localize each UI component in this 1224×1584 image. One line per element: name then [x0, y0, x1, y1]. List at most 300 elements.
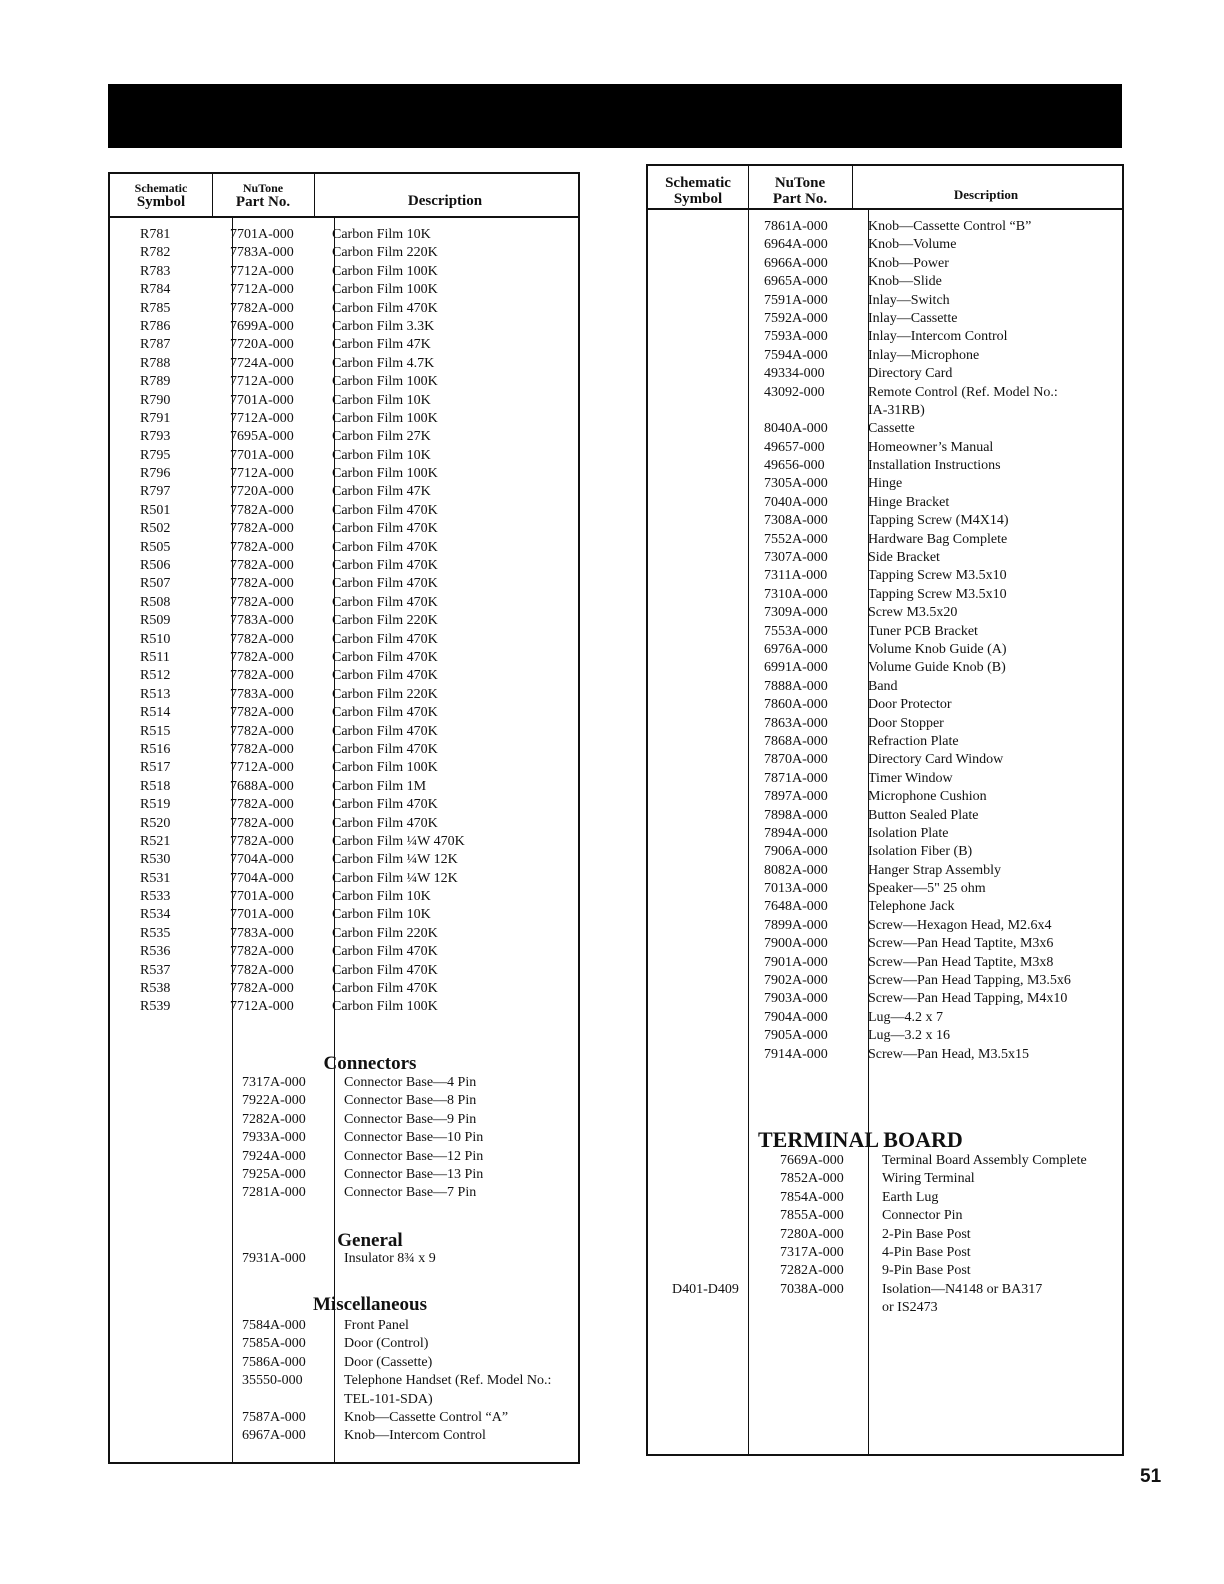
part-description: Side Bracket	[868, 550, 940, 566]
schematic-symbol: R786	[140, 318, 171, 334]
part-description: Carbon Film 47K	[332, 484, 431, 500]
part-description: Carbon Film 470K	[332, 944, 438, 960]
schematic-symbol: R535	[140, 925, 171, 941]
part-number: 7914A-000	[764, 1046, 828, 1062]
part-description: Volume Guide Knob (B)	[868, 660, 1006, 676]
table-row	[110, 502, 576, 520]
part-number: 7712A-000	[230, 263, 294, 279]
part-description: Carbon Film 470K	[332, 576, 438, 592]
part-description: 2-Pin Base Post	[882, 1226, 971, 1242]
table-row	[110, 1184, 576, 1202]
schematic-symbol: R502	[140, 521, 171, 537]
part-number: 7782A-000	[230, 705, 294, 721]
schematic-symbol: R513	[140, 686, 171, 702]
part-description: Carbon Film 470K	[332, 705, 438, 721]
table-row	[648, 935, 1120, 953]
table-row	[110, 815, 576, 833]
table-row	[110, 373, 576, 391]
part-number: 7552A-000	[764, 531, 828, 547]
part-number: 7898A-000	[764, 807, 828, 823]
part-description: Carbon Film 27K	[332, 429, 431, 445]
table-row	[110, 355, 576, 373]
part-description: Carbon Film 3.3K	[332, 318, 435, 334]
part-description: Screw—Pan Head, M3.5x15	[868, 1046, 1029, 1062]
part-description: Refraction Plate	[868, 733, 959, 749]
table-row	[648, 1299, 1120, 1317]
part-number: 7669A-000	[780, 1153, 844, 1168]
table-row	[648, 512, 1120, 530]
part-description: Hinge	[868, 476, 903, 492]
part-description: Connector Base—4 Pin	[344, 1075, 477, 1090]
part-description: Carbon Film 470K	[332, 815, 438, 831]
part-number: 7782A-000	[230, 797, 294, 813]
table-row	[648, 1226, 1120, 1244]
part-number: 7782A-000	[230, 815, 294, 831]
schematic-symbol: R517	[140, 760, 171, 776]
part-number: 7553A-000	[764, 623, 828, 639]
schematic-symbol: R789	[140, 374, 171, 390]
part-description: Carbon Film 1M	[332, 778, 427, 794]
part-description: Carbon Film 10K	[332, 447, 431, 463]
part-number: 7782A-000	[230, 833, 294, 849]
part-number: 7871A-000	[764, 770, 828, 786]
page-number: 51	[1140, 1466, 1162, 1487]
table-row	[110, 1166, 576, 1184]
part-number: 7307A-000	[764, 550, 828, 566]
part-description: Inlay—Intercom Control	[868, 329, 1008, 345]
part-number: 7782A-000	[230, 539, 294, 555]
part-number: 7782A-000	[230, 594, 294, 610]
table-row	[110, 851, 576, 869]
table-row	[110, 1427, 576, 1445]
table-row	[110, 1335, 576, 1353]
schematic-symbol: R518	[140, 778, 171, 794]
table-row	[648, 347, 1120, 365]
part-number: 49657-000	[764, 439, 825, 455]
part-description: Door (Control)	[344, 1336, 429, 1352]
part-description: Carbon Film 470K	[332, 631, 438, 647]
schematic-symbol: R514	[140, 705, 171, 721]
schematic-symbol: R531	[140, 870, 171, 886]
part-description: Carbon Film 100K	[332, 282, 438, 298]
table-row	[648, 678, 1120, 696]
part-number: 7931A-000	[242, 1251, 306, 1266]
part-description: Carbon Film 220K	[332, 686, 438, 702]
part-number: 7282A-000	[780, 1263, 844, 1279]
part-number: 7861A-000	[764, 219, 828, 234]
part-description: Screw M3.5x20	[868, 605, 958, 621]
part-description: Carbon Film 220K	[332, 245, 438, 261]
part-description: Carbon Film 470K	[332, 594, 438, 610]
part-description: IA-31RB)	[868, 402, 925, 418]
part-description: Tapping Screw M3.5x10	[868, 586, 1007, 602]
part-number: 7894A-000	[764, 825, 828, 841]
schematic-symbol: R534	[140, 907, 171, 923]
terminal-board-heading: TERMINAL BOARD	[758, 1127, 963, 1152]
table-row	[648, 604, 1120, 622]
table-row	[110, 1250, 576, 1268]
part-description: Carbon Film 470K	[332, 502, 438, 518]
table-row	[110, 428, 576, 446]
table-row	[110, 998, 576, 1016]
table-row	[110, 447, 576, 465]
part-description: 4-Pin Base Post	[882, 1244, 971, 1260]
schematic-symbol: R519	[140, 797, 171, 813]
schematic-symbol: R516	[140, 741, 171, 757]
part-description: Isolation—N4148 or BA317	[882, 1281, 1043, 1297]
part-description: Terminal Board Assembly Complete	[882, 1153, 1087, 1168]
part-number: 7782A-000	[230, 576, 294, 592]
table-row	[110, 336, 576, 354]
table-row	[110, 925, 576, 943]
table-row	[648, 880, 1120, 898]
table-row	[648, 420, 1120, 438]
table-row	[648, 641, 1120, 659]
part-number: 7897A-000	[764, 789, 828, 805]
part-description: Wiring Terminal	[882, 1171, 975, 1187]
part-description: Carbon Film ¼W 12K	[332, 852, 458, 868]
part-description: Telephone Handset (Ref. Model No.:	[344, 1373, 552, 1389]
part-number: 7860A-000	[764, 697, 828, 713]
part-description: Button Sealed Plate	[868, 807, 979, 823]
table-row	[648, 954, 1120, 972]
part-description: Inlay—Microphone	[868, 347, 980, 363]
part-description: Homeowner’s Manual	[868, 439, 994, 455]
general-heading: General	[337, 1230, 403, 1251]
table-row	[110, 1354, 576, 1372]
part-number: 7701A-000	[230, 907, 294, 923]
part-number: 7040A-000	[764, 494, 828, 510]
part-number: 7688A-000	[230, 778, 294, 794]
part-number: 7863A-000	[764, 715, 828, 731]
table-row	[648, 1027, 1120, 1045]
part-description: Carbon Film ¼W 470K	[332, 833, 465, 849]
table-row	[648, 439, 1120, 457]
part-description: Carbon Film 470K	[332, 539, 438, 555]
part-description: Lug—3.2 x 16	[868, 1028, 951, 1044]
part-number: 6965A-000	[764, 274, 828, 290]
part-number: 7282A-000	[242, 1111, 306, 1127]
part-number: 7712A-000	[230, 410, 294, 426]
table-row	[648, 384, 1120, 402]
part-number: 7712A-000	[230, 282, 294, 298]
table-row	[110, 263, 576, 281]
part-number: 7712A-000	[230, 760, 294, 776]
part-number: 7782A-000	[230, 741, 294, 757]
part-number: 7782A-000	[230, 668, 294, 684]
part-number: 7868A-000	[764, 733, 828, 749]
table-row	[648, 990, 1120, 1008]
part-description: Knob—Slide	[868, 274, 942, 290]
table-row	[110, 1129, 576, 1147]
table-row	[648, 494, 1120, 512]
part-description: Connector Base—9 Pin	[344, 1111, 477, 1127]
left-resistor-rows	[110, 226, 576, 1017]
schematic-symbol: R511	[140, 649, 170, 665]
part-number: 6967A-000	[242, 1428, 306, 1444]
part-description: Carbon Film 470K	[332, 741, 438, 757]
part-number: 7317A-000	[780, 1244, 844, 1260]
part-description: Microphone Cushion	[868, 789, 987, 805]
part-number: 7854A-000	[780, 1189, 844, 1205]
part-description: Timer Window	[868, 770, 953, 786]
part-number: 7782A-000	[230, 981, 294, 997]
part-description: or IS2473	[882, 1300, 938, 1316]
part-description: Inlay—Switch	[868, 292, 950, 308]
table-row	[110, 244, 576, 262]
part-description: Carbon Film 10K	[332, 889, 431, 905]
part-number: 7310A-000	[764, 586, 828, 602]
table-row	[110, 980, 576, 998]
part-description: Directory Card	[868, 366, 953, 382]
part-number: 7782A-000	[230, 649, 294, 665]
schematic-symbol: R506	[140, 558, 171, 574]
part-description: Carbon Film 100K	[332, 263, 438, 279]
schematic-symbol: R501	[140, 502, 171, 518]
table-row	[648, 1244, 1120, 1262]
table-row	[110, 631, 576, 649]
part-description: Carbon Film 220K	[332, 613, 438, 629]
part-description: Knob—Intercom Control	[344, 1428, 486, 1444]
part-number: 35550-000	[242, 1373, 303, 1389]
table-row	[110, 759, 576, 777]
part-description: Carbon Film 100K	[332, 374, 438, 390]
table-row	[110, 778, 576, 796]
part-description: Screw—Pan Head Taptite, M3x6	[868, 936, 1054, 952]
part-description: Carbon Film 4.7K	[332, 355, 435, 371]
part-number: 7712A-000	[230, 374, 294, 390]
table-row	[648, 365, 1120, 383]
part-description: Carbon Film ¼W 12K	[332, 870, 458, 886]
schematic-symbol: R787	[140, 337, 171, 353]
part-description: Earth Lug	[882, 1189, 939, 1205]
part-description: Cassette	[868, 421, 915, 437]
part-description: Tuner PCB Bracket	[868, 623, 978, 639]
part-description: Knob—Cassette Control “B”	[868, 219, 1032, 234]
part-number: 7699A-000	[230, 318, 294, 334]
table-row	[110, 870, 576, 888]
right-parts-table	[646, 164, 1124, 1456]
right-header-part: NuTone Part No.	[772, 175, 828, 207]
part-number: 8040A-000	[764, 421, 828, 437]
part-description: Connector Base—10 Pin	[344, 1130, 484, 1146]
part-number: 7783A-000	[230, 613, 294, 629]
schematic-symbol: R512	[140, 668, 171, 684]
part-number: 7712A-000	[230, 466, 294, 482]
part-description: Screw—Pan Head Tapping, M4x10	[868, 991, 1068, 1007]
table-row	[648, 715, 1120, 733]
part-description: Carbon Film 100K	[332, 760, 438, 776]
table-row	[110, 704, 576, 722]
table-row	[110, 410, 576, 428]
part-number: 7903A-000	[764, 991, 828, 1007]
schematic-symbol: R533	[140, 889, 171, 905]
schematic-symbol: R538	[140, 981, 171, 997]
part-description: Carbon Film 220K	[332, 925, 438, 941]
part-number: 7038A-000	[780, 1281, 844, 1297]
table-row	[648, 825, 1120, 843]
table-row	[110, 612, 576, 630]
table-row	[648, 770, 1120, 788]
table-row	[648, 807, 1120, 825]
part-number: 7925A-000	[242, 1166, 306, 1182]
table-row	[110, 465, 576, 483]
table-row	[110, 649, 576, 667]
table-row	[110, 906, 576, 924]
table-row	[110, 1111, 576, 1129]
table-row	[648, 623, 1120, 641]
table-row	[110, 888, 576, 906]
table-row	[648, 843, 1120, 861]
part-description: Connector Pin	[882, 1208, 963, 1224]
part-number: 7783A-000	[230, 245, 294, 261]
table-row	[648, 1281, 1120, 1299]
part-number: 6966A-000	[764, 255, 828, 271]
part-number: 7782A-000	[230, 962, 294, 978]
part-number: 7899A-000	[764, 917, 828, 933]
part-number: 7782A-000	[230, 723, 294, 739]
part-number: 7904A-000	[764, 1009, 828, 1025]
right-header-symbol: Schematic Symbol	[665, 175, 731, 207]
table-row	[110, 723, 576, 741]
table-row	[648, 236, 1120, 254]
table-row	[648, 917, 1120, 935]
part-number: 7902A-000	[764, 973, 828, 989]
table-row	[110, 557, 576, 575]
table-row	[648, 549, 1120, 567]
schematic-symbol: R509	[140, 613, 171, 629]
table-row	[110, 667, 576, 685]
part-number: 7852A-000	[780, 1171, 844, 1187]
part-number: 7782A-000	[230, 944, 294, 960]
terminal-board-rows	[648, 1152, 1120, 1318]
part-description: Connector Base—12 Pin	[344, 1148, 484, 1164]
part-description: Insulator 8¾ x 9	[344, 1251, 436, 1266]
part-description: Carbon Film 470K	[332, 723, 438, 739]
schematic-symbol: R536	[140, 944, 171, 960]
part-description: Carbon Film 100K	[332, 466, 438, 482]
schematic-symbol: R539	[140, 999, 171, 1015]
part-number: 7783A-000	[230, 925, 294, 941]
part-description: Door (Cassette)	[344, 1354, 433, 1370]
table-row	[110, 741, 576, 759]
part-number: 7900A-000	[764, 936, 828, 952]
part-number: 7782A-000	[230, 521, 294, 537]
part-description: Carbon Film 470K	[332, 558, 438, 574]
part-number: 7712A-000	[230, 999, 294, 1015]
table-row	[110, 318, 576, 336]
schematic-symbol: R505	[140, 539, 171, 555]
misc-heading: Miscellaneous	[313, 1294, 427, 1315]
part-number: 7704A-000	[230, 852, 294, 868]
part-number: 7855A-000	[780, 1208, 844, 1224]
table-row	[110, 686, 576, 704]
part-description: Connector Base—7 Pin	[344, 1185, 477, 1201]
table-row	[648, 898, 1120, 916]
table-row	[648, 1170, 1120, 1188]
schematic-symbol: R537	[140, 962, 171, 978]
table-row	[110, 520, 576, 538]
schematic-symbol: R797	[140, 484, 171, 500]
part-description: Carbon Film 470K	[332, 981, 438, 997]
table-row	[648, 402, 1120, 420]
table-row	[648, 255, 1120, 273]
part-description: Carbon Film 470K	[332, 300, 438, 316]
schematic-symbol: R520	[140, 815, 171, 831]
part-number: 7311A-000	[764, 568, 828, 584]
part-number: 7782A-000	[230, 558, 294, 574]
table-row	[110, 392, 576, 410]
part-description: Remote Control (Ref. Model No.:	[868, 384, 1058, 400]
part-number: 7317A-000	[242, 1075, 306, 1090]
part-number: 7704A-000	[230, 870, 294, 886]
part-description: Band	[868, 678, 898, 694]
table-row	[110, 594, 576, 612]
part-number: 7585A-000	[242, 1336, 306, 1352]
part-number: 7586A-000	[242, 1354, 306, 1370]
part-number: 7309A-000	[764, 605, 828, 621]
part-description: Carbon Film 10K	[332, 392, 431, 408]
part-number: 7724A-000	[230, 355, 294, 371]
part-description: Carbon Film 47K	[332, 337, 431, 353]
part-number: 7594A-000	[764, 347, 828, 363]
schematic-symbol: R515	[140, 723, 171, 739]
part-description: Screw—Pan Head Taptite, M3x8	[868, 954, 1054, 970]
part-number: 7592A-000	[764, 310, 828, 326]
table-row	[110, 1409, 576, 1427]
schematic-symbol: R791	[140, 410, 171, 426]
table-row	[648, 1152, 1120, 1170]
part-description: Carbon Film 470K	[332, 649, 438, 665]
part-description: Carbon Film 100K	[332, 999, 438, 1015]
part-number: 7013A-000	[764, 881, 828, 897]
part-description: Lug—4.2 x 7	[868, 1009, 944, 1025]
part-number: 7584A-000	[242, 1318, 306, 1333]
part-description: Hanger Strap Assembly	[868, 862, 1001, 878]
part-number: 7924A-000	[242, 1148, 306, 1164]
table-row	[648, 273, 1120, 291]
part-number: 7922A-000	[242, 1093, 306, 1109]
table-row	[648, 788, 1120, 806]
part-description: Directory Card Window	[868, 752, 1004, 768]
part-number: 7888A-000	[764, 678, 828, 694]
schematic-symbol: R521	[140, 833, 171, 849]
table-row	[648, 218, 1120, 236]
schematic-symbol: R782	[140, 245, 171, 261]
schematic-symbol: R790	[140, 392, 171, 408]
schematic-symbol: R507	[140, 576, 171, 592]
part-number: 8082A-000	[764, 862, 828, 878]
table-row	[648, 1046, 1120, 1064]
part-description: Tapping Screw M3.5x10	[868, 568, 1007, 584]
table-row	[648, 972, 1120, 990]
part-number: 7281A-000	[242, 1185, 306, 1201]
table-row	[110, 1372, 576, 1390]
part-description: Carbon Film 100K	[332, 410, 438, 426]
part-number: 7782A-000	[230, 631, 294, 647]
table-row	[648, 531, 1120, 549]
part-number: 7701A-000	[230, 889, 294, 905]
part-description: Hinge Bracket	[868, 494, 950, 510]
table-row	[648, 310, 1120, 328]
table-row	[110, 1148, 576, 1166]
table-row	[648, 696, 1120, 714]
schematic-symbol: R788	[140, 355, 171, 371]
table-row	[110, 833, 576, 851]
table-row	[110, 1074, 576, 1092]
table-row	[110, 1317, 576, 1335]
part-number: 7587A-000	[242, 1409, 306, 1425]
